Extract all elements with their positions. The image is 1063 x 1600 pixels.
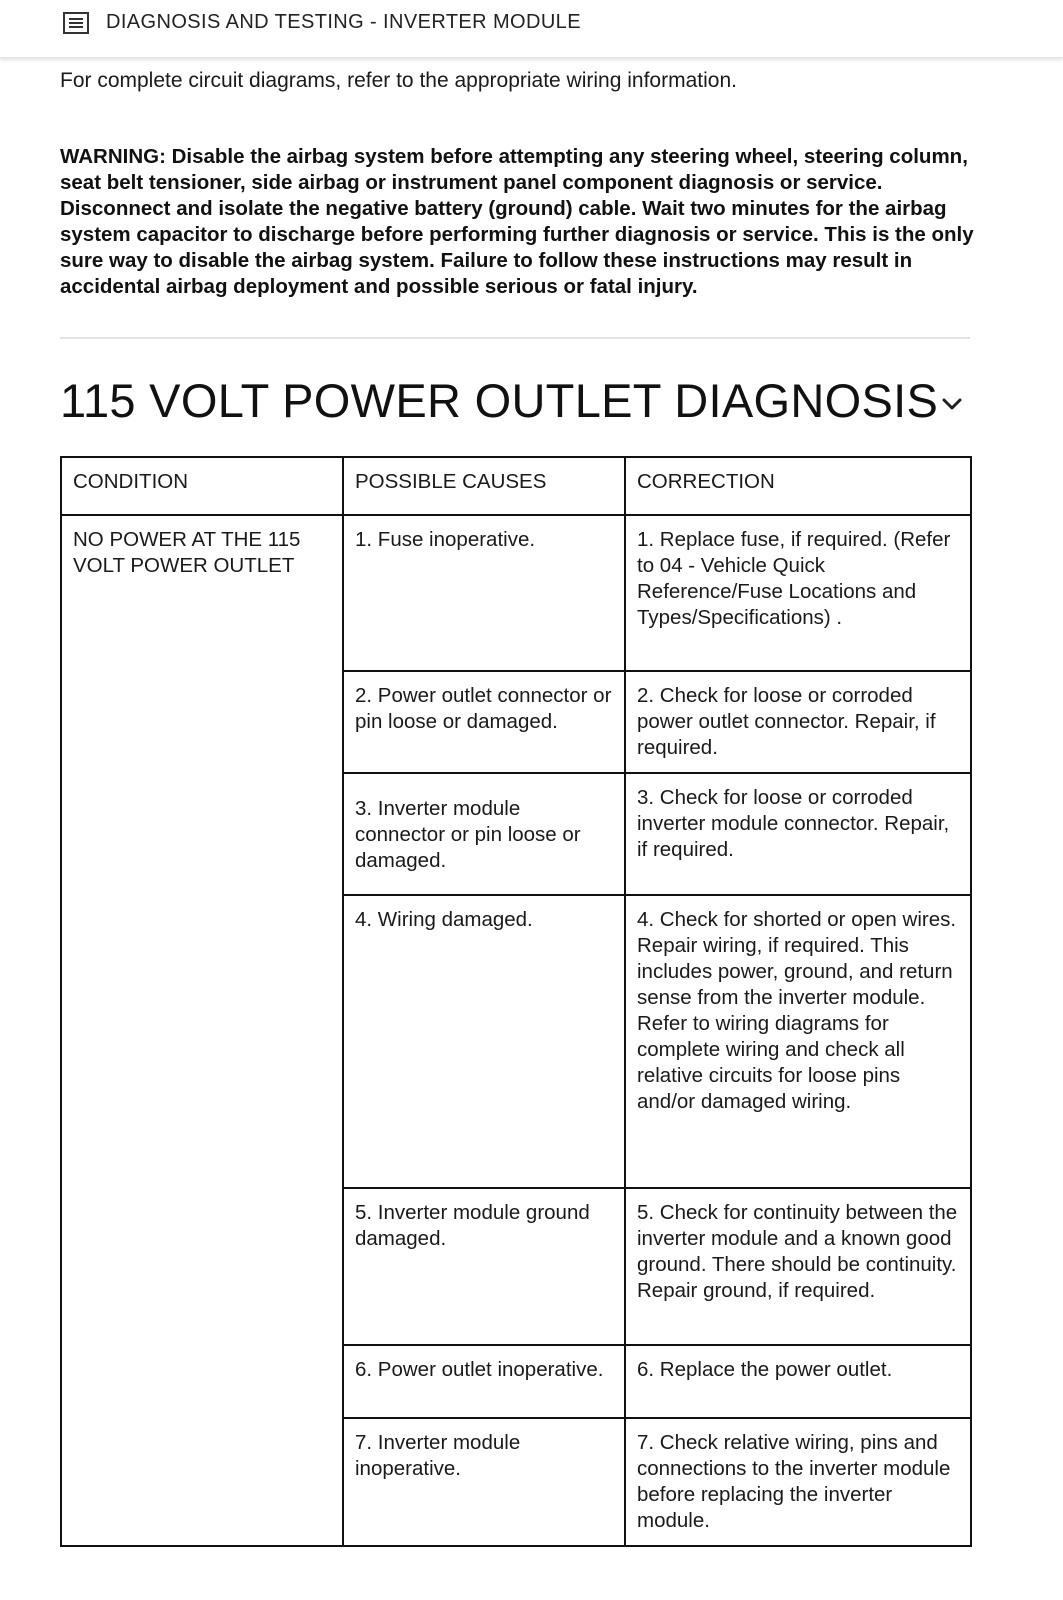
table-header-row — [61, 457, 971, 515]
intro-text: For complete circuit diagrams, refer to the appropriate wiring information. — [60, 69, 737, 92]
column-header-condition: CONDITION — [61, 457, 343, 515]
correction-cell: 6. Replace the power outlet. — [625, 1345, 971, 1418]
cause-cell: 7. Inverter module inoperative. — [343, 1418, 625, 1546]
cause-cell: 6. Power outlet inoperative. — [343, 1345, 625, 1418]
top-bar — [0, 0, 1063, 58]
page-header-title: DIAGNOSIS AND TESTING - INVERTER MODULE — [106, 11, 581, 33]
cause-cell: 2. Power outlet connector or pin loose or damaged. — [343, 671, 625, 773]
correction-cell: 5. Check for continuity between the inverter module and a known good ground. There should be continuity. Repair ground, if required. — [625, 1188, 971, 1345]
warning-text: WARNING: Disable the airbag system before attempting any steering wheel, steering column, seat belt tensioner, side airbag or instrument panel component diagnosis or service. Disconnect and isolate the negative battery (ground) cable. Wait two minutes for the airbag system capacitor to discharge before performing further diagnosis or service. This is the only sure way to disable the airbag system. Failure to follow these instructions may result in accidental airbag deployment and possible serious or fatal injury. — [60, 145, 974, 298]
diagnosis-table — [60, 456, 972, 1547]
column-header-correction: CORRECTION — [625, 457, 971, 515]
column-header-causes: POSSIBLE CAUSES — [343, 457, 625, 515]
correction-cell: 4. Check for shorted or open wires. Repair wiring, if required. This includes power, ground, and return sense from the inverter module. Refer to wiring diagrams for complete wiring and check all relative circuits for loose pins and/or damaged wiring. — [625, 895, 971, 1188]
table-row — [61, 515, 971, 671]
correction-cell: 3. Check for loose or corroded inverter module connector. Repair, if required. — [625, 773, 971, 895]
cause-cell: 4. Wiring damaged. — [343, 895, 625, 1188]
cause-cell: 1. Fuse inoperative. — [343, 515, 625, 671]
correction-cell: 1. Replace fuse, if required. (Refer to 04 - Vehicle Quick Reference/Fuse Locations and Types/Specifications) . — [625, 515, 971, 671]
condition-cell: NO POWER AT THE 115 VOLT POWER OUTLET — [61, 515, 343, 1546]
cause-cell: 5. Inverter module ground damaged. — [343, 1188, 625, 1345]
cause-cell: 3. Inverter module connector or pin loose or damaged. — [343, 773, 625, 895]
correction-cell: 7. Check relative wiring, pins and connections to the inverter module before replacing the inverter module. — [625, 1418, 971, 1546]
menu-list-icon[interactable] — [62, 11, 90, 35]
section-divider — [60, 337, 970, 339]
correction-cell: 2. Check for loose or corroded power outlet connector. Repair, if required. — [625, 671, 971, 773]
section-title: 115 VOLT POWER OUTLET DIAGNOSIS — [60, 374, 939, 427]
chevron-down-icon[interactable] — [938, 390, 966, 418]
